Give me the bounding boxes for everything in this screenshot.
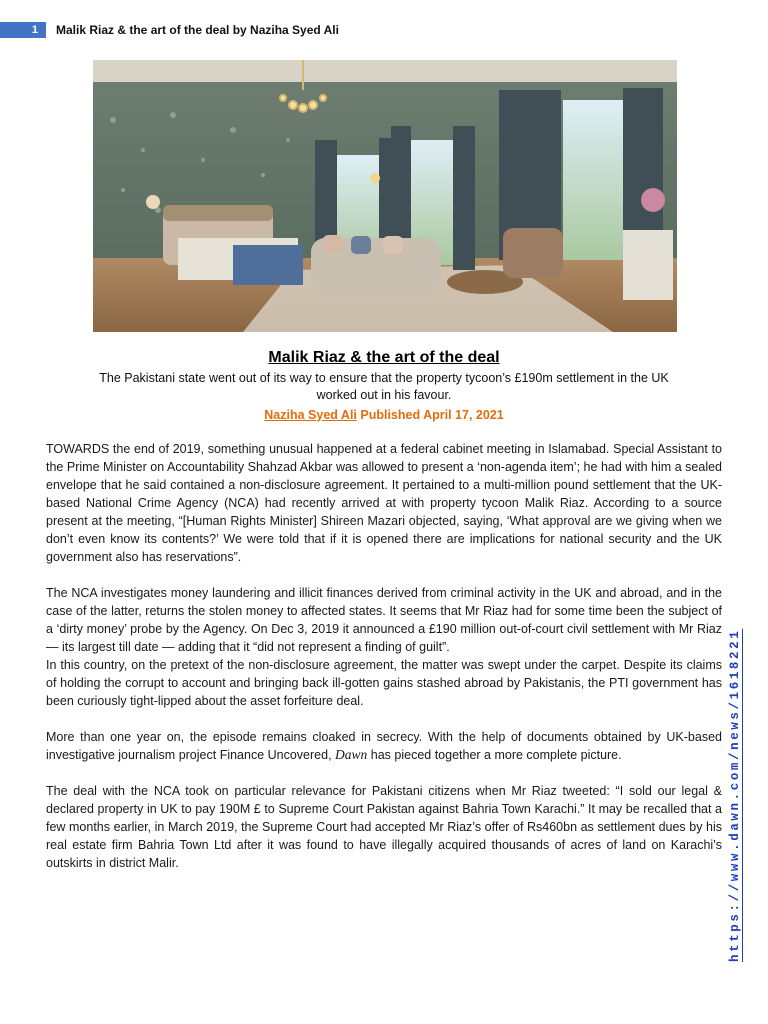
- paragraph-2: The NCA investigates money laundering and illicit finances derived from criminal activity in the UK and abroad, and in the case of the latter, returns the stolen money to affected states. It seems that Mr Riaz had for some time been the subject of a ‘dirty money’ probe by the Agency. On Dec 3, 2019 it announced a £190 million out-of-court civil settlement with Mr Riaz — its largest till date — adding that it “did not represent a finding of guilt”.: [46, 586, 722, 654]
- page-header: [0, 22, 768, 40]
- page-number: 1: [0, 22, 46, 38]
- dawn-name: Dawn: [335, 747, 368, 762]
- paragraph-5: The deal with the NCA took on particular relevance for Pakistani citizens when Mr Riaz tweeted: “I sold our legal & declared property in UK to pay 190M £ to Supreme Court Pakistan against Bahria Town Karachi.” It may be recalled that a few months earlier, in March 2019, the Supreme Court had accepted Mr Riaz’s offer of Rs460bn as settlement dues by his real estate firm Bahria Town Ltd after it was found to have illegally acquired thousands of acres of land on Karachi’s outskirts in district Malir.: [46, 784, 722, 870]
- subtitle-line-1: The Pakistani state went out of its way to ensure that the property tycoon’s £190m settlement in the UK: [99, 371, 669, 385]
- paragraph-1: TOWARDS the end of 2019, something unusual happened at a federal cabinet meeting in Islamabad. Special Assistant to the Prime Minister on Accountability Shahzad Akbar was allowed to present a ‘non-agenda item’; he had with him a sealed envelope that he said contained a non-disclosure agreement. It pertained to a multi-million pound settlement that the UK-based National Crime Agency (NCA) had recently arrived at with property tycoon Malik Riaz. According to a source present at the meeting, “[Human Rights Minister] Shireen Mazari objected, saying, ‘What approval are we giving when we don’t even know its contents?’ We were told that if it is opened there are implications for national security and the UK government also has reservations”.: [46, 442, 722, 564]
- publish-date: Published April 17, 2021: [360, 408, 504, 422]
- article-header: [46, 347, 722, 424]
- paragraph-4-end: has pieced together a more complete picture.: [367, 748, 622, 762]
- article-subtitle: [46, 370, 722, 404]
- paragraph-3: In this country, on the pretext of the non-disclosure agreement, the matter was swept under the carpet. Despite its claims of holding the corrupt to account and bringing back ill-gotten gains stashed abroad by Pakistanis, the PTI government has been curiously tight-lipped about the asset forfeiture deal.: [46, 658, 722, 708]
- paragraph-4-start: More than one year on, the episode remains cloaked in secrecy. With the help of documents obtained by UK-based investigative journalism project Finance Uncovered,: [46, 730, 722, 762]
- paragraph-4: [46, 728, 722, 764]
- subtitle-line-2: worked out in his favour.: [316, 388, 452, 402]
- header-title: Malik Riaz & the art of the deal by Naziha Syed Ali: [56, 23, 339, 37]
- article-photo: [93, 60, 677, 332]
- source-url-link[interactable]: https://www.dawn.com/news/1618221: [728, 628, 742, 962]
- article-title: Malik Riaz & the art of the deal: [268, 349, 500, 366]
- author-link[interactable]: Naziha Syed Ali: [264, 408, 357, 422]
- byline: [46, 406, 722, 424]
- bedroom-photo-icon: [93, 60, 677, 332]
- article-body: [46, 440, 722, 872]
